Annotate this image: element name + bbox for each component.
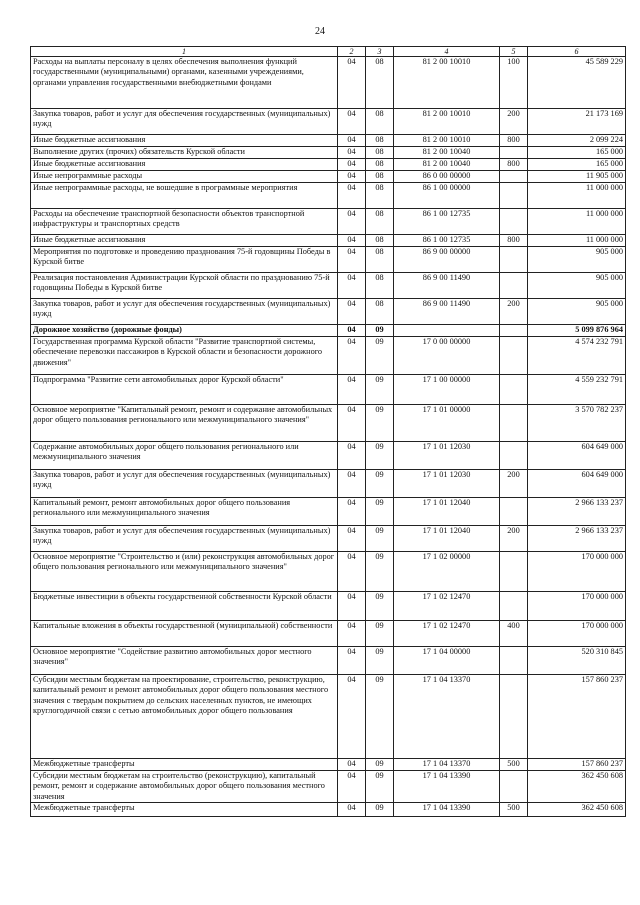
table-row <box>31 498 626 526</box>
row-section-cell: 04 <box>338 109 366 135</box>
table-row <box>31 647 626 675</box>
row-target-article-cell: 81 2 00 10010 <box>394 135 500 147</box>
row-name-cell: Закупка товаров, работ и услуг для обеспечения государственных (муниципальных) нужд <box>31 109 338 135</box>
row-section-cell: 04 <box>338 621 366 647</box>
row-target-article-cell: 17 1 01 12030 <box>394 470 500 498</box>
header-cell-sum: 6 <box>528 47 626 57</box>
row-subsection-cell: 09 <box>366 526 394 552</box>
row-section-cell: 04 <box>338 675 366 759</box>
page-number: 24 <box>315 26 325 37</box>
row-section-cell: 04 <box>338 802 366 816</box>
row-target-article-cell: 17 1 04 13390 <box>394 802 500 816</box>
row-sum-cell: 362 450 608 <box>528 771 626 803</box>
row-section-cell: 04 <box>338 235 366 247</box>
row-target-article-cell: 86 1 00 00000 <box>394 183 500 209</box>
row-sum-cell: 5 099 876 964 <box>528 325 626 337</box>
row-section-cell: 04 <box>338 552 366 592</box>
header-cell-expense-type: 5 <box>500 47 528 57</box>
row-name-cell: Основное мероприятие "Строительство и (или) реконструкция автомобильных дорог общего пользования регионального или межмуниципального значения" <box>31 552 338 592</box>
row-subsection-cell: 08 <box>366 235 394 247</box>
row-section-cell: 04 <box>338 526 366 552</box>
row-expense-type-cell: 800 <box>500 235 528 247</box>
row-expense-type-cell <box>500 209 528 235</box>
row-section-cell: 04 <box>338 592 366 621</box>
row-sum-cell: 905 000 <box>528 299 626 325</box>
row-expense-type-cell <box>500 442 528 470</box>
row-target-article-cell: 17 1 01 12040 <box>394 498 500 526</box>
table-row <box>31 171 626 183</box>
table-row <box>31 552 626 592</box>
row-subsection-cell: 09 <box>366 621 394 647</box>
row-subsection-cell: 08 <box>366 147 394 159</box>
row-target-article-cell: 17 1 04 00000 <box>394 647 500 675</box>
row-expense-type-cell <box>500 247 528 273</box>
row-target-article-cell: 86 9 00 00000 <box>394 247 500 273</box>
row-target-article-cell: 17 1 02 12470 <box>394 592 500 621</box>
row-sum-cell: 170 000 000 <box>528 552 626 592</box>
row-expense-type-cell <box>500 375 528 405</box>
row-sum-cell: 11 905 000 <box>528 171 626 183</box>
table-row <box>31 247 626 273</box>
row-sum-cell: 4 559 232 791 <box>528 375 626 405</box>
row-expense-type-cell <box>500 171 528 183</box>
row-expense-type-cell: 500 <box>500 802 528 816</box>
header-cell-name: 1 <box>31 47 338 57</box>
header-cell-section: 2 <box>338 47 366 57</box>
table-row <box>31 299 626 325</box>
row-section-cell: 04 <box>338 209 366 235</box>
header-cell-target-article: 4 <box>394 47 500 57</box>
row-subsection-cell: 09 <box>366 675 394 759</box>
row-sum-cell: 2 966 133 237 <box>528 526 626 552</box>
table-row <box>31 759 626 771</box>
row-section-cell: 04 <box>338 171 366 183</box>
row-sum-cell: 165 000 <box>528 147 626 159</box>
row-target-article-cell: 17 1 04 13390 <box>394 771 500 803</box>
row-subsection-cell: 08 <box>366 109 394 135</box>
table-row <box>31 209 626 235</box>
row-expense-type-cell: 200 <box>500 109 528 135</box>
row-expense-type-cell: 100 <box>500 57 528 109</box>
row-expense-type-cell: 200 <box>500 299 528 325</box>
row-sum-cell: 11 000 000 <box>528 183 626 209</box>
row-name-cell: Закупка товаров, работ и услуг для обеспечения государственных (муниципальных) нужд <box>31 526 338 552</box>
row-name-cell: Дорожное хозяйство (дорожные фонды) <box>31 325 338 337</box>
table-row <box>31 526 626 552</box>
table-row <box>31 235 626 247</box>
row-section-cell: 04 <box>338 147 366 159</box>
row-expense-type-cell <box>500 592 528 621</box>
table-row <box>31 375 626 405</box>
row-section-cell: 04 <box>338 405 366 442</box>
row-section-cell: 04 <box>338 159 366 171</box>
row-target-article-cell: 86 1 00 12735 <box>394 209 500 235</box>
row-sum-cell: 170 000 000 <box>528 621 626 647</box>
row-target-article-cell <box>394 325 500 337</box>
row-target-article-cell: 86 9 00 11490 <box>394 299 500 325</box>
row-target-article-cell: 81 2 00 10040 <box>394 159 500 171</box>
row-name-cell: Субсидии местным бюджетам на проектирование, строительство, реконструкцию, капитальный ремонт и ремонт автомобильных дорог общего пользования местного значения с твердым покрытием до сельских населенных пунктов, не имеющих круглогодичной связи с сетью автомобильных дорог общего пользования <box>31 675 338 759</box>
row-target-article-cell: 81 2 00 10010 <box>394 57 500 109</box>
row-name-cell: Мероприятия по подготовке и проведению празднования 75-й годовщины Победы в Курской битве <box>31 247 338 273</box>
row-target-article-cell: 17 0 00 00000 <box>394 337 500 375</box>
row-expense-type-cell <box>500 325 528 337</box>
row-target-article-cell: 17 1 01 12040 <box>394 526 500 552</box>
row-section-cell: 04 <box>338 57 366 109</box>
row-sum-cell: 170 000 000 <box>528 592 626 621</box>
row-name-cell: Государственная программа Курской области "Развитие транспортной системы, обеспечение перевозки пассажиров в Курской области и безопасности дорожного движения" <box>31 337 338 375</box>
row-section-cell: 04 <box>338 337 366 375</box>
row-sum-cell: 157 860 237 <box>528 759 626 771</box>
table-row <box>31 109 626 135</box>
row-name-cell: Иные бюджетные ассигнования <box>31 235 338 247</box>
table-row <box>31 325 626 337</box>
table-row <box>31 405 626 442</box>
row-name-cell: Закупка товаров, работ и услуг для обеспечения государственных (муниципальных) нужд <box>31 299 338 325</box>
table-row <box>31 135 626 147</box>
row-name-cell: Иные непрограммные расходы <box>31 171 338 183</box>
row-name-cell: Капитальный ремонт, ремонт автомобильных дорог общего пользования регионального или межмуниципального значения <box>31 498 338 526</box>
row-section-cell: 04 <box>338 442 366 470</box>
row-sum-cell: 520 310 845 <box>528 647 626 675</box>
row-expense-type-cell <box>500 147 528 159</box>
table-row <box>31 771 626 803</box>
row-sum-cell: 45 589 229 <box>528 57 626 109</box>
row-expense-type-cell <box>500 675 528 759</box>
row-target-article-cell: 17 1 04 13370 <box>394 759 500 771</box>
row-subsection-cell: 08 <box>366 135 394 147</box>
row-sum-cell: 4 574 232 791 <box>528 337 626 375</box>
row-subsection-cell: 08 <box>366 299 394 325</box>
row-section-cell: 04 <box>338 325 366 337</box>
row-expense-type-cell <box>500 552 528 592</box>
row-name-cell: Субсидии местным бюджетам на строительство (реконструкцию), капитальный ремонт, ремонт и содержание автомобильных дорог общего пользования местного значения <box>31 771 338 803</box>
row-subsection-cell: 09 <box>366 552 394 592</box>
row-target-article-cell: 81 2 00 10040 <box>394 147 500 159</box>
row-expense-type-cell: 200 <box>500 526 528 552</box>
row-section-cell: 04 <box>338 771 366 803</box>
row-target-article-cell: 86 9 00 11490 <box>394 273 500 299</box>
row-subsection-cell: 09 <box>366 405 394 442</box>
row-sum-cell: 362 450 608 <box>528 802 626 816</box>
table-row <box>31 273 626 299</box>
row-expense-type-cell: 800 <box>500 135 528 147</box>
table-row <box>31 592 626 621</box>
row-subsection-cell: 09 <box>366 498 394 526</box>
row-name-cell: Бюджетные инвестиции в объекты государственной собственности Курской области <box>31 592 338 621</box>
row-section-cell: 04 <box>338 375 366 405</box>
row-section-cell: 04 <box>338 759 366 771</box>
row-sum-cell: 2 099 224 <box>528 135 626 147</box>
table-row <box>31 159 626 171</box>
row-name-cell: Реализация постановления Администрации Курской области по празднованию 75-й годовщины Победы в Курской битве <box>31 273 338 299</box>
row-sum-cell: 3 570 782 237 <box>528 405 626 442</box>
row-name-cell: Расходы на выплаты персоналу в целях обеспечения выполнения функций государственными (муниципальными) органами, казенными учреждениями, органами управления государственными внебюджетными фондами <box>31 57 338 109</box>
table-row <box>31 802 626 816</box>
row-name-cell: Капитальные вложения в объекты государственной (муниципальной) собственности <box>31 621 338 647</box>
table-row <box>31 470 626 498</box>
row-name-cell: Иные непрограммные расходы, не вошедшие в программные мероприятия <box>31 183 338 209</box>
row-expense-type-cell: 400 <box>500 621 528 647</box>
row-section-cell: 04 <box>338 135 366 147</box>
header-row <box>31 47 626 57</box>
row-sum-cell: 2 966 133 237 <box>528 498 626 526</box>
row-name-cell: Закупка товаров, работ и услуг для обеспечения государственных (муниципальных) нужд <box>31 470 338 498</box>
row-target-article-cell: 86 1 00 12735 <box>394 235 500 247</box>
row-subsection-cell: 09 <box>366 771 394 803</box>
row-target-article-cell: 17 1 02 00000 <box>394 552 500 592</box>
row-subsection-cell: 08 <box>366 171 394 183</box>
row-expense-type-cell <box>500 405 528 442</box>
row-name-cell: Межбюджетные трансферты <box>31 802 338 816</box>
row-target-article-cell: 17 1 01 00000 <box>394 405 500 442</box>
table-row <box>31 675 626 759</box>
row-section-cell: 04 <box>338 299 366 325</box>
row-section-cell: 04 <box>338 470 366 498</box>
row-sum-cell: 905 000 <box>528 247 626 273</box>
row-subsection-cell: 08 <box>366 159 394 171</box>
row-name-cell: Содержание автомобильных дорог общего пользования регионального или межмуниципального значения <box>31 442 338 470</box>
row-subsection-cell: 09 <box>366 470 394 498</box>
row-name-cell: Основное мероприятие "Содействие развитию автомобильных дорог местного значения" <box>31 647 338 675</box>
row-subsection-cell: 08 <box>366 57 394 109</box>
row-expense-type-cell <box>500 771 528 803</box>
row-subsection-cell: 09 <box>366 592 394 621</box>
row-section-cell: 04 <box>338 183 366 209</box>
row-sum-cell: 905 000 <box>528 273 626 299</box>
row-target-article-cell: 17 1 00 00000 <box>394 375 500 405</box>
row-section-cell: 04 <box>338 647 366 675</box>
row-section-cell: 04 <box>338 498 366 526</box>
row-name-cell: Подпрограмма "Развитие сети автомобильных дорог Курской области" <box>31 375 338 405</box>
table-row <box>31 57 626 109</box>
row-target-article-cell: 86 0 00 00000 <box>394 171 500 183</box>
row-subsection-cell: 08 <box>366 247 394 273</box>
table-row <box>31 337 626 375</box>
row-expense-type-cell <box>500 498 528 526</box>
budget-table <box>30 46 626 817</box>
row-name-cell: Межбюджетные трансферты <box>31 759 338 771</box>
row-expense-type-cell: 200 <box>500 470 528 498</box>
table-row <box>31 442 626 470</box>
row-sum-cell: 11 000 000 <box>528 209 626 235</box>
row-subsection-cell: 09 <box>366 325 394 337</box>
row-sum-cell: 604 649 000 <box>528 470 626 498</box>
row-subsection-cell: 09 <box>366 802 394 816</box>
row-expense-type-cell: 800 <box>500 159 528 171</box>
row-subsection-cell: 08 <box>366 209 394 235</box>
row-section-cell: 04 <box>338 247 366 273</box>
row-expense-type-cell: 500 <box>500 759 528 771</box>
row-target-article-cell: 17 1 02 12470 <box>394 621 500 647</box>
row-subsection-cell: 08 <box>366 273 394 299</box>
row-sum-cell: 165 000 <box>528 159 626 171</box>
row-expense-type-cell <box>500 183 528 209</box>
row-name-cell: Выполнение других (прочих) обязательств Курской области <box>31 147 338 159</box>
row-expense-type-cell <box>500 337 528 375</box>
row-subsection-cell: 09 <box>366 442 394 470</box>
row-section-cell: 04 <box>338 273 366 299</box>
row-sum-cell: 11 000 000 <box>528 235 626 247</box>
row-subsection-cell: 09 <box>366 759 394 771</box>
table-row <box>31 183 626 209</box>
row-name-cell: Иные бюджетные ассигнования <box>31 159 338 171</box>
row-sum-cell: 21 173 169 <box>528 109 626 135</box>
row-subsection-cell: 09 <box>366 337 394 375</box>
row-target-article-cell: 17 1 04 13370 <box>394 675 500 759</box>
row-name-cell: Основное мероприятие "Капитальный ремонт, ремонт и содержание автомобильных дорог общего пользования регионального или межмуниципального значения" <box>31 405 338 442</box>
row-sum-cell: 604 649 000 <box>528 442 626 470</box>
row-sum-cell: 157 860 237 <box>528 675 626 759</box>
table-row <box>31 147 626 159</box>
row-expense-type-cell <box>500 273 528 299</box>
header-cell-subsection: 3 <box>366 47 394 57</box>
table-row <box>31 621 626 647</box>
row-subsection-cell: 08 <box>366 183 394 209</box>
row-target-article-cell: 17 1 01 12030 <box>394 442 500 470</box>
row-name-cell: Расходы на обеспечение транспортной безопасности объектов транспортной инфраструктуры и транспортных средств <box>31 209 338 235</box>
row-subsection-cell: 09 <box>366 375 394 405</box>
row-subsection-cell: 09 <box>366 647 394 675</box>
row-expense-type-cell <box>500 647 528 675</box>
row-target-article-cell: 81 2 00 10010 <box>394 109 500 135</box>
row-name-cell: Иные бюджетные ассигнования <box>31 135 338 147</box>
